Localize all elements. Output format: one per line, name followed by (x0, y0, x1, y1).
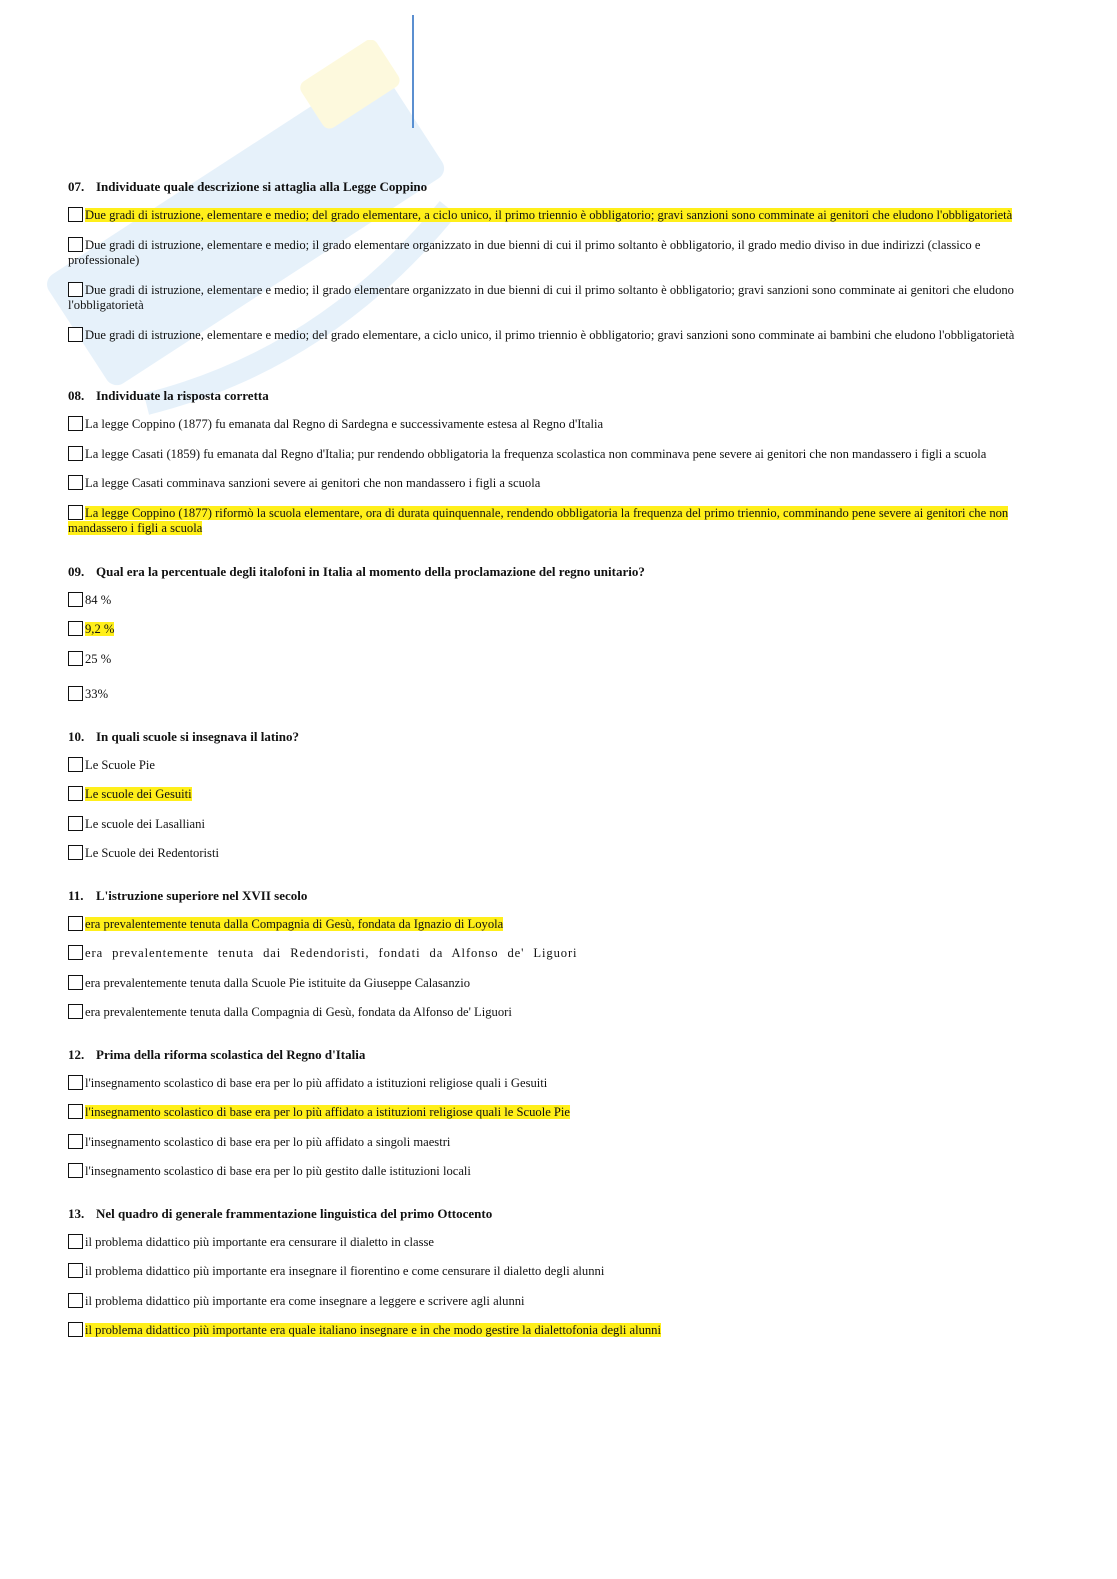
answer-checkbox[interactable] (68, 945, 83, 960)
answer-option (68, 1134, 1040, 1151)
answer-text: La legge Coppino (1877) fu emanata dal Regno di Sardegna e successivamente estesa al Regno d'Italia (85, 417, 604, 431)
answer-option (68, 327, 1040, 344)
question-text: Nel quadro di generale frammentazione linguistica del primo Ottocento (96, 1205, 493, 1221)
answer-checkbox[interactable] (68, 1293, 83, 1308)
question-title (68, 1046, 1040, 1063)
answer-option (68, 686, 1040, 703)
answer-option (68, 592, 1040, 609)
question-text: Prima della riforma scolastica del Regno d'Italia (96, 1046, 366, 1062)
question-10 (68, 728, 1040, 887)
answer-checkbox[interactable] (68, 327, 83, 342)
answer-text: Le Scuole Pie (85, 757, 155, 772)
question-11 (68, 887, 1040, 1046)
answer-checkbox[interactable] (68, 975, 83, 990)
answer-text: il problema didattico più importante era insegnare il fiorentino e come censurare il dialetto degli alunni (85, 1264, 605, 1278)
answer-checkbox[interactable] (68, 686, 83, 701)
question-number: 09. (68, 563, 85, 579)
answer-text-highlighted: era prevalentemente tenuta dalla Compagnia di Gesù, fondata da Ignazio di Loyola (85, 916, 504, 931)
answer-option (68, 237, 1040, 269)
answer-checkbox[interactable] (68, 416, 83, 431)
question-spacer (68, 1193, 1040, 1205)
question-title (68, 563, 1040, 580)
answer-checkbox[interactable] (68, 845, 83, 860)
answer-checkbox[interactable] (68, 1104, 83, 1119)
question-spacer (68, 1034, 1040, 1046)
answer-text: l'insegnamento scolastico di base era per lo più gestito dalle istituzioni locali (85, 1164, 471, 1178)
answer-checkbox[interactable] (68, 757, 83, 772)
answer-option (68, 1322, 1040, 1339)
answer-text: 33% (85, 687, 109, 701)
answer-text-highlighted: il problema didattico più importante era quale italiano insegnare e in che modo gestire la dialettofonia degli alunni (85, 1323, 661, 1337)
question-title (68, 178, 1040, 195)
question-title (68, 1205, 1040, 1222)
answer-option (68, 975, 1040, 992)
question-text: Qual era la percentuale degli italofoni in Italia al momento della proclamazione del regno unitario? (96, 563, 645, 579)
answer-option (68, 945, 1040, 962)
answer-text-highlighted: Le scuole dei Gesuiti (85, 787, 192, 801)
answer-checkbox[interactable] (68, 786, 83, 801)
answer-text: l'insegnamento scolastico di base era per lo più affidato a singoli maestri (85, 1134, 451, 1149)
answer-checkbox[interactable] (68, 816, 83, 831)
question-title (68, 387, 1040, 404)
answer-option (68, 475, 1040, 492)
question-number: 12. (68, 1046, 85, 1062)
answer-checkbox[interactable] (68, 446, 83, 461)
answer-option (68, 416, 1040, 433)
question-text: Individuate quale descrizione si attaglia alla Legge Coppino (96, 179, 428, 194)
answer-checkbox[interactable] (68, 1263, 83, 1278)
answer-option (68, 816, 1040, 833)
answer-option (68, 1004, 1040, 1021)
question-number: 08. (68, 388, 85, 403)
question-07 (68, 178, 1040, 387)
answer-option (68, 845, 1040, 862)
answer-text: l'insegnamento scolastico di base era per lo più affidato a istituzioni religiose quali i Gesuiti (85, 1075, 548, 1090)
answer-text: era prevalentemente tenuta dalla Compagnia di Gesù, fondata da Alfonso de' Liguori (85, 1005, 512, 1019)
answer-option (68, 786, 1040, 803)
answer-text-highlighted: l'insegnamento scolastico di base era per lo più affidato a istituzioni religiose quali le Scuole Pie (85, 1105, 571, 1119)
answer-text: La legge Casati comminava sanzioni severe ai genitori che non mandassero i figli a scuola (85, 476, 541, 490)
answer-text: era prevalentemente tenuta dalla Scuole Pie istituite da Giuseppe Calasanzio (85, 975, 471, 990)
answer-checkbox[interactable] (68, 207, 83, 222)
answer-text: 25 % (85, 651, 112, 666)
question-spacer (68, 875, 1040, 887)
answer-checkbox[interactable] (68, 916, 83, 931)
question-text: In quali scuole si insegnava il latino? (96, 728, 299, 744)
question-08 (68, 387, 1040, 563)
question-number: 11. (68, 887, 84, 903)
question-spacer (68, 716, 1040, 728)
answer-text: Due gradi di istruzione, elementare e medio; il grado elementare organizzato in due bienni di cui il primo soltanto è obbligatorio; gravi sanzioni sono comminate ai genitori che eludono l'obbligatorietà (68, 282, 1014, 312)
answer-option (68, 621, 1040, 638)
quiz-content (68, 178, 1040, 1352)
answer-checkbox[interactable] (68, 592, 83, 607)
answer-option (68, 1234, 1040, 1251)
answer-checkbox[interactable] (68, 1163, 83, 1178)
answer-text: il problema didattico più importante era come insegnare a leggere e scrivere agli alunni (85, 1293, 525, 1308)
answer-text: 84 % (85, 592, 112, 607)
answer-text-highlighted: 9,2 % (85, 622, 115, 636)
answer-option (68, 651, 1040, 668)
answer-option (68, 1104, 1040, 1121)
question-text: L'istruzione superiore nel XVII secolo (96, 887, 308, 903)
answer-option (68, 282, 1040, 314)
answer-option (68, 505, 1040, 537)
answer-option (68, 446, 1040, 463)
answer-checkbox[interactable] (68, 1322, 83, 1337)
answer-option (68, 207, 1040, 224)
answer-checkbox[interactable] (68, 621, 83, 636)
question-number: 13. (68, 1205, 85, 1221)
question-text: Individuate la risposta corretta (96, 388, 269, 403)
answer-checkbox[interactable] (68, 1075, 83, 1090)
answer-option (68, 1293, 1040, 1310)
answer-checkbox[interactable] (68, 475, 83, 490)
answer-checkbox[interactable] (68, 1004, 83, 1019)
answer-option (68, 1075, 1040, 1092)
question-13 (68, 1205, 1040, 1339)
answer-text: era prevalentemente tenuta dai Redendoristi, fondati da Alfonso de' Liguori (85, 946, 578, 960)
answer-text: Le Scuole dei Redentoristi (85, 846, 219, 860)
question-number: 10. (68, 728, 85, 744)
margin-rule-line (412, 15, 414, 128)
question-title (68, 887, 1040, 904)
answer-checkbox[interactable] (68, 505, 83, 520)
answer-checkbox[interactable] (68, 237, 83, 252)
answer-text: La legge Casati (1859) fu emanata dal Regno d'Italia; pur rendendo obbligatoria la frequenza scolastica non comminava pene severe ai genitori che non mandassero i figli a scuola (85, 446, 987, 461)
question-number: 07. (68, 179, 85, 194)
answer-text: Due gradi di istruzione, elementare e medio; il grado elementare organizzato in due bienni di cui il primo soltanto è obbligatorio, il grado medio diviso in due indirizzi (classico e professionale) (68, 237, 981, 267)
answer-checkbox[interactable] (68, 1134, 83, 1149)
answer-option (68, 916, 1040, 933)
watermark-tag (297, 40, 402, 132)
answer-checkbox[interactable] (68, 1234, 83, 1249)
question-spacer (68, 550, 1040, 563)
answer-checkbox[interactable] (68, 282, 83, 297)
answer-text: Due gradi di istruzione, elementare e medio; del grado elementare, a ciclo unico, il primo triennio è obbligatorio; gravi sanzioni sono comminate ai bambini che eludono l'obbligatorietà (85, 327, 1015, 342)
question-spacer (68, 356, 1040, 387)
answer-option (68, 757, 1040, 774)
answer-checkbox[interactable] (68, 651, 83, 666)
answer-option (68, 1263, 1040, 1280)
answer-option (68, 1163, 1040, 1180)
answer-text: Le scuole dei Lasalliani (85, 816, 205, 831)
question-09 (68, 563, 1040, 728)
answer-text-highlighted: La legge Coppino (1877) riformò la scuola elementare, ora di durata quinquennale, rendendo obbligatoria la frequenza del primo triennio, comminando pene severe ai genitori che non mandassero i figli a scuola (68, 505, 1009, 535)
question-12 (68, 1046, 1040, 1205)
question-title (68, 728, 1040, 745)
answer-text: il problema didattico più importante era censurare il dialetto in classe (85, 1234, 435, 1249)
answer-text-highlighted: Due gradi di istruzione, elementare e medio; del grado elementare, a ciclo unico, il primo triennio è obbligatorio; gravi sanzioni sono comminate ai genitori che eludono l'obbligatorietà (85, 208, 1013, 222)
